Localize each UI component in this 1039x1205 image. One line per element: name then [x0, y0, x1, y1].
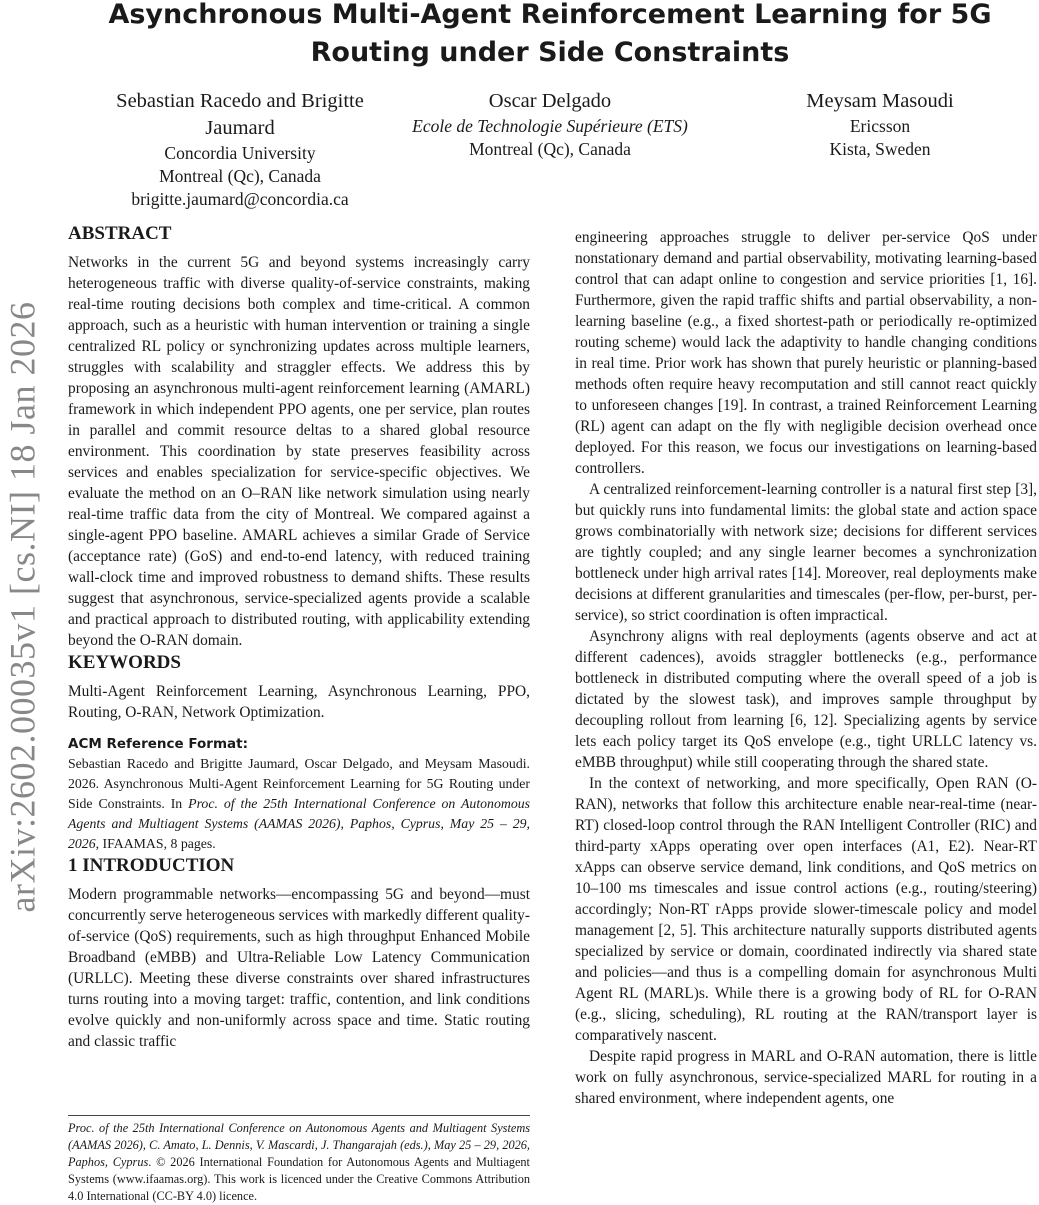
- acm-reference-authors: Sebastian Racedo and Brigitte Jaumard, Oscar Delgado, and Meysam Masoudi. 2026. Asynchronous Multi-Agent Reinforcement Learning for 5G Routing under Side Constraints. In: [68, 756, 530, 811]
- left-column: [68, 222, 530, 1052]
- acm-reference-text: [68, 754, 530, 854]
- intro-paragraph-1: Modern programmable networks—encompassing 5G and beyond—must concurrently serve heterogeneous services with markedly different quality-of-service (QoS) requirements, such as high throughput Enhanced Mobile Broadband (eMBB) and Ultra-Reliable Low Latency Communication (URLLC). Meeting these diverse constraints over shared infrastructures turns routing into a moving target: traffic, contention, and link conditions evolve quickly and non-uniformly across space and time. Static routing and classic traffic: [68, 886, 530, 1050]
- abstract-heading: ABSTRACT: [68, 223, 172, 244]
- footnote-tail: . © 2026 International Foundation for Autonomous Agents and Multiagent Systems (www.ifaamas.org). This work is licenced under the Creative Commons Attribution 4.0 International (CC-BY 4.0) licence.: [68, 1155, 530, 1203]
- author-name: Sebastian Racedo and Brigitte Jaumard: [116, 90, 364, 139]
- intro-paragraph-1-continued: engineering approaches struggle to deliver per-service QoS under nonstationary demand and partial observability, motivating learning-based control that can adapt online to congestion and service priorities [1, 16]. Furthermore, given the rapid traffic shifts and partial observability, a non-learning baseline (e.g., a fixed shortest-path or periodically re-optimized routing scheme) would lack the adaptivity to handle changing conditions in real time. Prior work has shown that purely heuristic or planning-based methods often require heavy recomputation and still cannot react quickly to unforeseen changes [19]. In contrast, a trained Reinforcement Learning (RL) agent can adapt on the fly with negligible decision overhead once deployed. For this reason, we focus our investigations on learning-based controllers.: [575, 229, 1037, 477]
- author-name: Meysam Masoudi: [806, 90, 954, 112]
- author-location: Montreal (Qc), Canada: [469, 139, 631, 159]
- footnote: [68, 1115, 530, 1205]
- arxiv-identifier: arXiv:2602.00035v1 [cs.NI] 18 Jan 2026: [2, 301, 43, 913]
- acm-reference-heading: ACM Reference Format:: [68, 736, 248, 752]
- paper-title: Asynchronous Multi-Agent Reinforcement Learning for 5G Routing under Side Constraints: [108, 0, 992, 68]
- intro-paragraph-5: Despite rapid progress in MARL and O-RAN automation, there is little work on fully asynchronous, service-specialized MARL for routing in a shared environment, where independent agents, one: [575, 1048, 1037, 1107]
- author-3: [770, 88, 990, 161]
- arxiv-sidebar: [0, 262, 46, 952]
- acm-reference-venue: Proc. of the 25th International Conference on Autonomous Agents and Multiagent Systems (AAMAS 2026), Paphos, Cyprus, May 25 – 29, 2026: [68, 796, 530, 851]
- author-location: Kista, Sweden: [829, 139, 931, 159]
- author-affiliation: Ecole de Technologie Supérieure (ETS): [412, 116, 688, 136]
- author-affiliation: Concordia University: [164, 143, 316, 163]
- right-column: [575, 227, 1037, 1109]
- author-email: brigitte.jaumard@concordia.ca: [131, 189, 349, 209]
- author-affiliation: Ericsson: [849, 116, 911, 136]
- author-block: [70, 88, 1030, 213]
- keywords-heading: KEYWORDS: [68, 652, 181, 673]
- author-1: [92, 88, 388, 211]
- abstract-text: Networks in the current 5G and beyond systems increasingly carry heterogeneous traffic with diverse quality-of-service constraints, making real-time routing decisions both complex and time-critical. A common approach, such as a heuristic with human intervention or training a single centralized RL policy or synchronizing updates across multiple learners, struggles with scalability and straggler effects. We address this by proposing an asynchronous multi-agent reinforcement learning (AMARL) framework in which independent PPO agents, one per service, plan routes in parallel and commit resource deltas to a shared global resource environment. This coordination by state preserves feasibility across services and enables specialization for service-specific objectives. We evaluate the method on an O–RAN like network simulation using nearly real-time traffic data from the city of Montreal. We compared against a single-agent PPO baseline. AMARL achieves a similar Grade of Service (acceptance rate) (GoS) and end-to-end latency, with reduced training wall-clock time and improved robustness to demand shifts. These results suggest that asynchronous, service-specialized agents provide a scalable and practical approach to distributed routing, with applicability extending beyond the O-RAN domain.: [68, 254, 530, 649]
- keywords-text: Multi-Agent Reinforcement Learning, Asynchronous Learning, PPO, Routing, O-RAN, Network Optimization.: [68, 683, 530, 721]
- acm-reference-tail: , IFAAMAS, 8 pages.: [95, 836, 216, 851]
- introduction-heading: 1 INTRODUCTION: [68, 855, 235, 876]
- author-2: [400, 88, 700, 161]
- footnote-venue: Proc. of the 25th International Conference on Autonomous Agents and Multiagent Systems (AAMAS 2026), C. Amato, L. Dennis, V. Mascardi, J. Thangarajah (eds.), May 25 – 29, 2026, Paphos, Cyprus: [68, 1121, 530, 1169]
- intro-paragraph-4: In the context of networking, and more specifically, Open RAN (O-RAN), networks that follow this architecture enable near-real-time (near-RT) closed-loop control through the RAN Intelligent Controller (RIC) and third-party xApps operating over open interfaces (A1, E2). Near-RT xApps can observe service demand, link conditions, and QoS metrics on 10–100 ms timescales and issue control actions (e.g., routing/steering) accordingly; Non-RT rApps provide slower-timescale policy and model management [2, 5]. This architecture naturally supports distributed agents specialized by service or domain, coordinated indirectly via shared state and policies—and thus is a compelling domain for asynchronous Multi Agent RL (MARL)s. While there is a growing body of RL for O-RAN (e.g., slicing, scheduling), RL routing at the RAN/transport layer is comparatively nascent.: [575, 775, 1037, 1044]
- author-location: Montreal (Qc), Canada: [159, 166, 321, 186]
- intro-paragraph-3: Asynchrony aligns with real deployments (agents observe and act at different cadences), avoids straggler bottlenecks (e.g., performance bottleneck in distributed computing where the overall speed of a job is dictated by the slowest task), and improves sample throughput by decoupling rollout from learning [6, 12]. Specializing agents by service lets each policy target its QoS envelope (e.g., tight URLLC latency vs. eMBB throughput) while still cooperating through the shared state.: [575, 628, 1037, 771]
- author-name: Oscar Delgado: [488, 90, 612, 112]
- intro-paragraph-2: A centralized reinforcement-learning controller is a natural first step [3], but quickly runs into fundamental limits: the global state and action space grows combinatorially with network size; decisions for different services are tightly coupled; and any single learner becomes a synchronization bottleneck under high arrival rates [14]. Moreover, real deployments make decisions at different granularities and timescales (per-flow, per-burst, per-service), so strict coordination is often impractical.: [575, 481, 1037, 624]
